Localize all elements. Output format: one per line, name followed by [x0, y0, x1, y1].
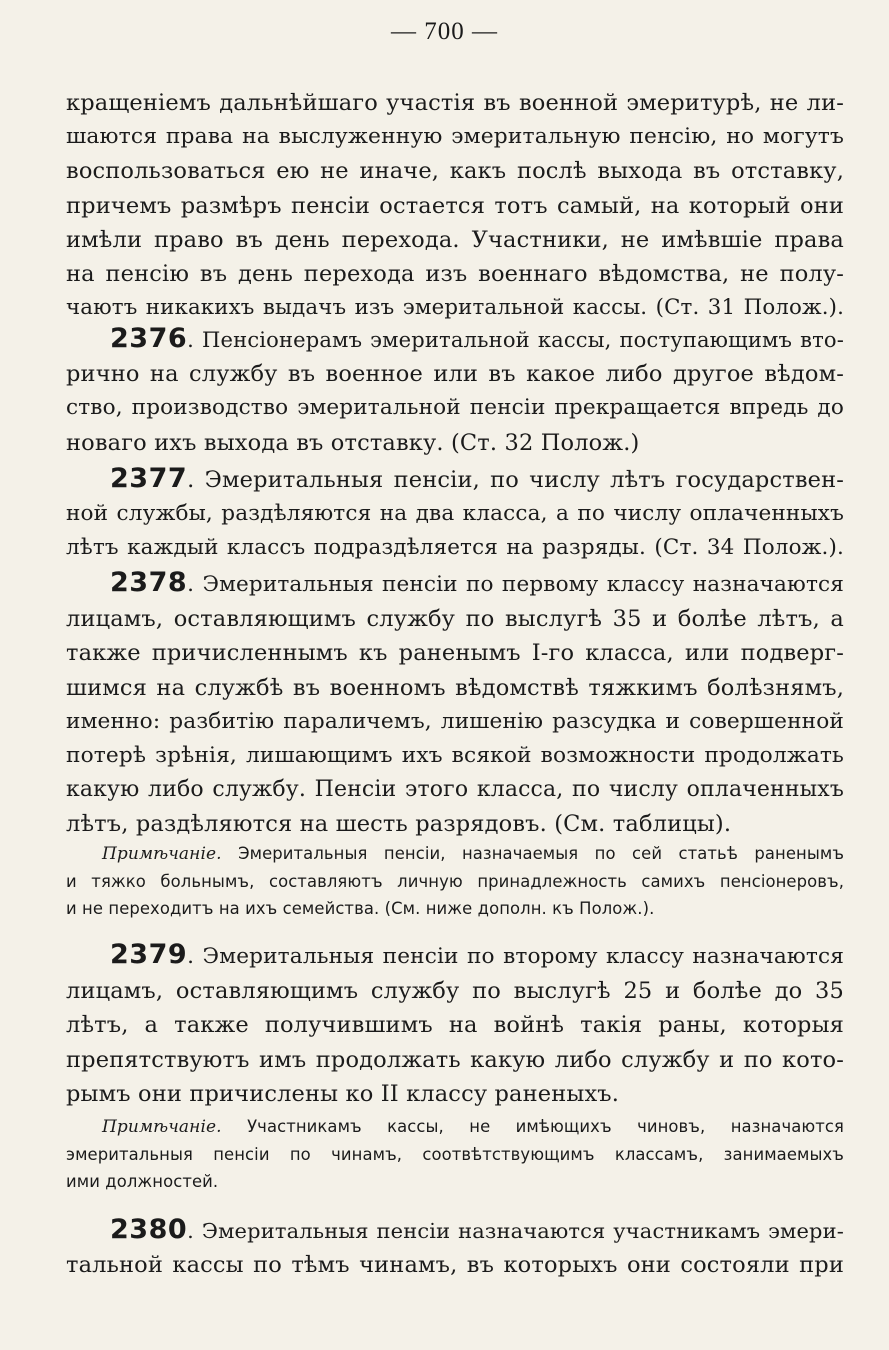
text-line: именно: разбитію параличемъ, лишенію разсудка и совершенной: [66, 708, 844, 734]
text-line: шимся на службѣ въ военномъ вѣдомствѣ тяжкимъ болѣзнямъ,: [66, 674, 844, 701]
article-first-line: [66, 1213, 844, 1248]
text-line: тальной кассы по тѣмъ чинамъ, въ которыхъ они состояли при: [66, 1252, 844, 1279]
text-line: ной службы, раздѣляются на два класса, а по числу оплаченныхъ: [66, 501, 844, 527]
article-2378: [66, 566, 844, 842]
article-first-line: [66, 462, 844, 497]
text-line: кращеніемъ дальнѣйшаго участія въ военной эмеритурѣ, не ли-: [66, 90, 844, 116]
text-line: лѣтъ, раздѣляются на шесть разрядовъ. (См. таблицы).: [66, 811, 732, 838]
note-line: ими должностей.: [66, 1172, 219, 1191]
note-line: эмеритальныя пенсіи по чинамъ, соотвѣтствующимъ классамъ, занимаемыхъ: [66, 1145, 844, 1164]
note-text: Участникамъ кассы, не имѣющихъ чиновъ, назначаются: [221, 1117, 844, 1136]
text-line: потерѣ зрѣнія, лишающимъ ихъ всякой возможности продолжать: [66, 743, 844, 769]
note-first-line: [66, 1113, 844, 1141]
text-line: ство, производство эмеритальной пенсіи прекращается впредь до: [66, 395, 844, 421]
text-line: рымъ они причислены ко II классу раненыхъ.: [66, 1080, 620, 1107]
text-line: какую либо службу. Пенсіи этого класса, по числу оплаченныхъ: [66, 777, 844, 803]
note-line: и тяжко больнымъ, составляютъ личную принадлежность самихъ пенсіонеровъ,: [66, 872, 844, 891]
article-text: . Эмеритальныя пенсіи, по числу лѣтъ государствен-: [187, 467, 844, 493]
note-2379: [66, 1113, 844, 1195]
article-first-line: [66, 566, 844, 602]
article-number: 2378: [110, 567, 188, 598]
article-text: . Эмеритальныя пенсіи назначаются участникамъ эмери-: [187, 1219, 844, 1243]
text-line: лицамъ, оставляющимъ службу по выслугѣ 25 и болѣе до 35: [66, 978, 844, 1005]
note-label: Примѣчаніе.: [102, 1117, 222, 1137]
article-2379: [66, 938, 844, 1111]
text-line: имѣли право въ день перехода. Участники, не имѣвшіе права: [66, 226, 844, 253]
text-line: чаютъ никакихъ выдачъ изъ эмеритальной кассы. (Ст. 31 Полож.).: [66, 295, 844, 321]
article-text: . Эмеритальныя пенсіи по второму классу назначаются: [187, 944, 844, 969]
text-line: лѣтъ каждый классъ подраздѣляется на разряды. (Ст. 34 Полож.).: [66, 535, 844, 561]
article-2377: [66, 462, 844, 566]
article-number: 2380: [110, 1214, 188, 1245]
note-line: и не переходитъ на ихъ семейства. (См. ниже дополн. къ Полож.).: [66, 899, 655, 918]
article-text: . Эмеритальныя пенсіи по первому классу назначаются: [187, 572, 844, 597]
text-line: воспользоваться ею не иначе, какъ послѣ выхода въ отставку,: [66, 158, 844, 185]
note-text: Эмеритальныя пенсіи, назначаемыя по сей статьѣ раненымъ: [221, 844, 844, 863]
text-line: шаются права на выслуженную эмеритальную пенсію, но могутъ: [66, 124, 844, 150]
text-line: причемъ размѣръ пенсіи остается тотъ самый, на который они: [66, 192, 844, 219]
note-first-line: [66, 840, 844, 868]
text-line: препятствуютъ имъ продолжать какую либо службу и по кото-: [66, 1046, 844, 1073]
intro-paragraph: [66, 86, 844, 325]
text-line: новаго ихъ выхода въ отставку. (Ст. 32 Полож.): [66, 429, 640, 456]
text-line: лѣтъ, а также получившимъ на войнѣ такія раны, которыя: [66, 1012, 844, 1039]
article-number: 2376: [110, 323, 188, 354]
article-text: . Пенсіонерамъ эмеритальной кассы, поступающимъ вто-: [187, 327, 844, 352]
text-line: лицамъ, оставляющимъ службу по выслугѣ 35 и болѣе лѣтъ, а: [66, 606, 844, 633]
text-line: на пенсію въ день перехода изъ военнаго вѣдомства, не полу-: [66, 261, 844, 288]
text-line: рично на службу въ военное или въ какое либо другое вѣдом-: [66, 361, 844, 388]
article-number: 2377: [110, 463, 188, 494]
text-line: также причисленнымъ къ раненымъ I-го класса, или подверг-: [66, 640, 844, 667]
note-label: Примѣчаніе.: [102, 844, 222, 864]
article-first-line: [66, 322, 844, 357]
page-number: — 700 —: [391, 18, 498, 45]
article-first-line: [66, 938, 844, 974]
article-number: 2379: [110, 939, 188, 970]
article-2376: [66, 322, 844, 460]
article-2380: [66, 1213, 844, 1282]
note-2378: [66, 840, 844, 922]
